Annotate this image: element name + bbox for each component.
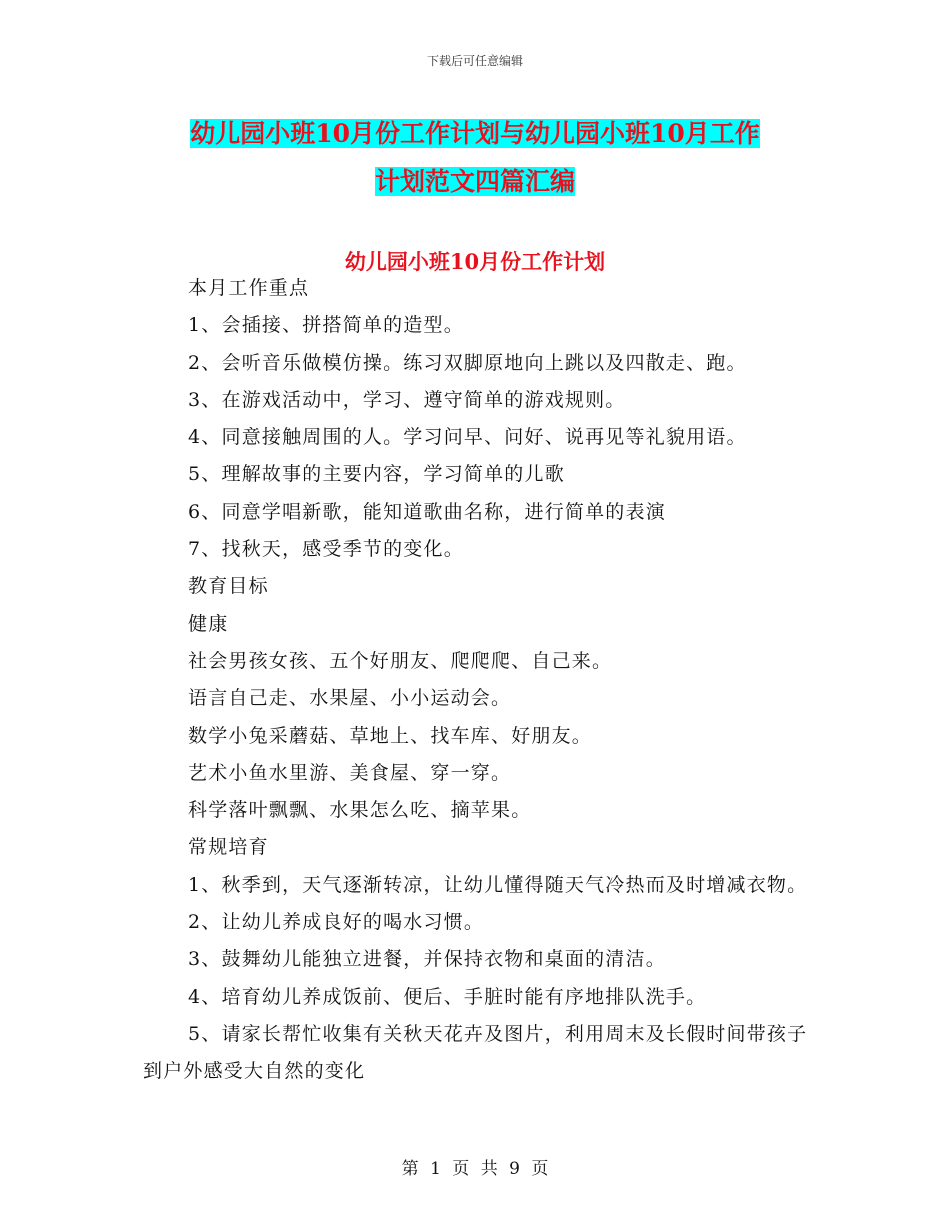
paragraph: 1、秋季到，天气逐渐转凉，让幼儿懂得随天气冷热而及时增减衣物。 [188, 873, 808, 896]
page-footer: 第 1 页 共 9 页 [401, 1159, 549, 1179]
document-title [140, 110, 810, 206]
paragraph: 本月工作重点 [188, 277, 310, 299]
paragraph: 2、让幼儿养成良好的喝水习惯。 [188, 911, 485, 934]
paragraph: 数学小兔采蘑菇、草地上、找车库、好朋友。 [188, 724, 593, 747]
paragraph: 艺术小鱼水里游、美食屋、穿一穿。 [188, 761, 512, 784]
paragraph: 3、鼓舞幼儿能独立进餐，并保持衣物和桌面的清洁。 [188, 948, 666, 971]
paragraph: 6、同意学唱新歌，能知道歌曲名称，进行简单的表演 [188, 500, 666, 523]
paragraph: 语言自己走、水果屋、小小运动会。 [188, 687, 512, 710]
paragraph: 3、在游戏活动中，学习、遵守简单的游戏规则。 [188, 388, 626, 411]
page-header-note: 下载后可任意编辑 [426, 54, 523, 68]
document-body [143, 270, 813, 1091]
document-title-line-1: 幼儿园小班10月份工作计划与幼儿园小班10月工作 [190, 119, 760, 148]
paragraph: 常规培育 [188, 836, 269, 859]
paragraph: 2、会听音乐做模仿操。练习双脚原地向上跳以及四散走、跑。 [188, 351, 747, 374]
paragraph: 社会男孩女孩、五个好朋友、爬爬爬、自己来。 [188, 649, 613, 672]
paragraph: 1、会插接、拼搭简单的造型。 [188, 314, 464, 337]
paragraph: 教育目标 [188, 575, 269, 598]
section-title: 幼儿园小班10月份工作计划 [344, 249, 606, 274]
paragraph: 4、培育幼儿养成饭前、便后、手脏时能有序地排队洗手。 [188, 985, 707, 1008]
paragraph: 5、理解故事的主要内容，学习简单的儿歌 [188, 463, 565, 486]
document-title-line-2: 计划范文四篇汇编 [374, 167, 575, 196]
paragraph: 7、找秋天，感受季节的变化。 [188, 538, 464, 561]
paragraph: 5、请家长帮忙收集有关秋天花卉及图片，利用周末及长假时间带孩子到户外感受大自然的变化 [143, 1022, 808, 1083]
paragraph: 科学落叶飘飘、水果怎么吃、摘苹果。 [188, 799, 532, 822]
paragraph: 健康 [188, 612, 229, 635]
paragraph: 4、同意接触周围的人。学习问早、问好、说再见等礼貌用语。 [188, 426, 747, 449]
